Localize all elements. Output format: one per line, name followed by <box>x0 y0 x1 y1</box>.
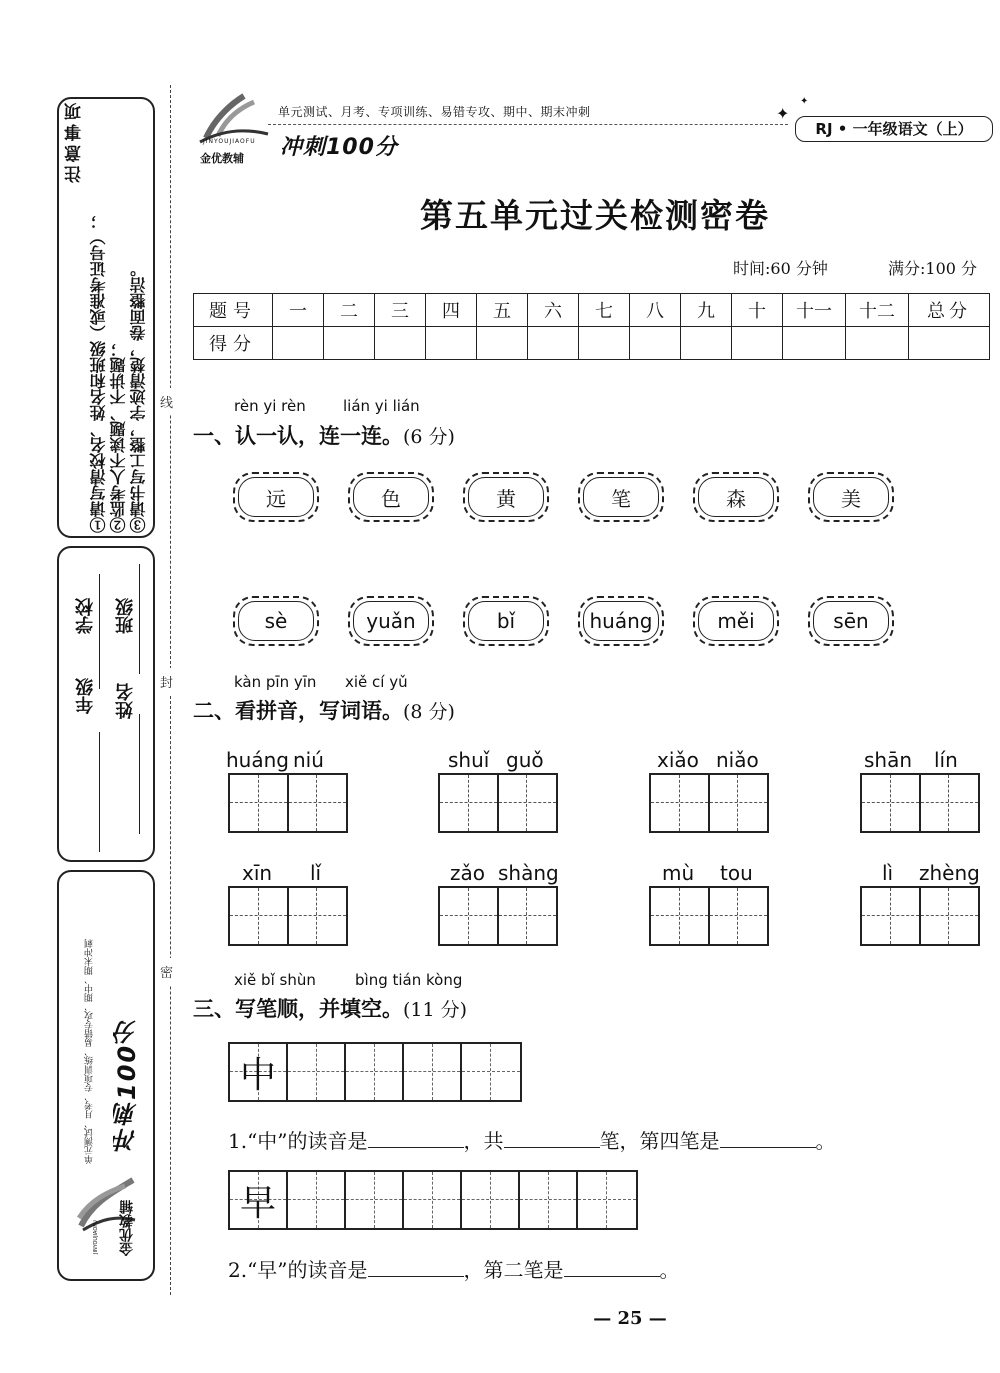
score-input-cell[interactable] <box>324 327 375 360</box>
table-cell: 十 <box>732 294 783 327</box>
answer-blank[interactable] <box>564 1258 660 1277</box>
writing-grid[interactable] <box>860 773 980 833</box>
pinyin-card[interactable]: bǐ <box>463 596 549 646</box>
char-card[interactable]: 笔 <box>578 472 664 522</box>
score-input-cell[interactable] <box>273 327 324 360</box>
score-input-cell[interactable] <box>630 327 681 360</box>
table-cell: 八 <box>630 294 681 327</box>
full-score: 满分:100 分 <box>888 259 978 278</box>
word-pinyin: guǒ <box>506 748 544 772</box>
table-cell: 十一 <box>783 294 846 327</box>
score-input-cell[interactable] <box>783 327 846 360</box>
class-field[interactable] <box>111 554 141 854</box>
section-1-pinyin: rèn yi rèn <box>234 397 306 415</box>
word-pinyin: shān <box>864 748 913 772</box>
answer-blank[interactable] <box>368 1129 464 1148</box>
table-cell: 二 <box>324 294 375 327</box>
table-cell: 四 <box>426 294 477 327</box>
sparkle-small-icon: ✦ <box>800 96 809 107</box>
score-input-cell[interactable] <box>846 327 909 360</box>
score-input-cell[interactable] <box>477 327 528 360</box>
score-table-score-row <box>194 327 990 360</box>
sidebar-logo-sub: JINYOUJIAOFU <box>93 1220 99 1254</box>
question-1: 1.“中”的读音是 ，共 笔，第四笔是 。 <box>228 1129 836 1153</box>
word-pinyin: lín <box>934 748 958 772</box>
word-pinyin: zhèng <box>919 861 980 885</box>
model-character: 早 <box>239 1182 276 1224</box>
section-3-pinyin: bìng tián kòng <box>355 971 463 989</box>
writing-grid[interactable] <box>228 886 348 946</box>
answer-blank[interactable] <box>368 1258 464 1277</box>
sidebar-brand: 冲刺100分 <box>113 1017 141 1152</box>
word-pinyin: niú <box>293 748 324 772</box>
cut-mark-seal: 封 <box>160 668 173 695</box>
name-label: 姓名 <box>115 683 136 719</box>
cut-mark-line: 线 <box>160 388 173 415</box>
cut-mark-secret: 密 <box>160 958 173 985</box>
table-cell: 得分 <box>194 327 273 360</box>
section-1-pinyin: lián yi lián <box>343 397 420 415</box>
logo-text: 金优教辅 <box>200 152 244 165</box>
section-3-pinyin: xiě bǐ shùn <box>234 971 316 989</box>
section-2-pinyin: xiě cí yǔ <box>345 673 408 691</box>
writing-grid[interactable] <box>649 773 769 833</box>
stroke-order-grid-zhong[interactable] <box>228 1042 522 1102</box>
answer-blank[interactable] <box>720 1129 816 1148</box>
table-cell: 十二 <box>846 294 909 327</box>
table-cell: 五 <box>477 294 528 327</box>
writing-grid[interactable] <box>860 886 980 946</box>
sparkle-icon: ✦ <box>776 104 790 123</box>
grade-badge: RJ • 一年级语文（上） <box>795 116 993 142</box>
section-2-pinyin: kàn pīn yīn <box>234 673 317 691</box>
page-number: — 25 — <box>593 1308 667 1329</box>
grade-label: 年级 <box>75 678 96 714</box>
notice-line-2: ②监考人不读题、不讲题； <box>109 341 128 533</box>
class-label: 班级 <box>115 598 136 634</box>
pinyin-card[interactable]: yuǎn <box>348 596 434 646</box>
sidebar-promo: 单元测试、月考、专项训练、易错专攻、期中、期末冲刺 <box>85 939 95 1164</box>
page-title: 第五单元过关检测密卷 <box>420 196 770 235</box>
header-divider <box>268 124 788 125</box>
word-pinyin: zǎo <box>450 861 485 885</box>
word-pinyin: niǎo <box>716 748 759 772</box>
stroke-order-grid-zao[interactable] <box>228 1170 638 1230</box>
student-info-box <box>57 546 155 862</box>
notice-line-3: ③请书写工整，字迹清楚，卷面整洁。 <box>129 261 148 533</box>
score-input-cell[interactable] <box>426 327 477 360</box>
section-1-title: 一、认一认，连一连。(6 分) <box>193 423 455 448</box>
word-pinyin: xīn <box>242 861 273 885</box>
model-character: 中 <box>239 1054 276 1096</box>
logo-subtitle: JINYOUJIAOFU <box>203 138 256 145</box>
book-logo-icon <box>196 92 270 144</box>
table-cell: 三 <box>375 294 426 327</box>
score-input-cell[interactable] <box>681 327 732 360</box>
table-cell: 题号 <box>194 294 273 327</box>
score-input-cell[interactable] <box>909 327 990 360</box>
header-tags: 单元测试、月考、专项训练、易错专攻、期中、期末冲刺 <box>278 105 591 119</box>
word-pinyin: huáng <box>226 748 289 772</box>
char-card[interactable]: 森 <box>693 472 779 522</box>
score-input-cell[interactable] <box>528 327 579 360</box>
score-table-header-row <box>194 294 990 327</box>
char-card[interactable]: 色 <box>348 472 434 522</box>
brand-box <box>57 870 155 1281</box>
writing-grid[interactable] <box>438 773 558 833</box>
answer-blank[interactable] <box>504 1129 600 1148</box>
exam-time: 时间:60 分钟 <box>733 259 828 278</box>
writing-grid[interactable] <box>649 886 769 946</box>
word-pinyin: lǐ <box>310 861 322 885</box>
score-input-cell[interactable] <box>375 327 426 360</box>
word-pinyin: shàng <box>498 861 559 885</box>
question-2: 2.“早”的读音是 ，第二笔是 。 <box>228 1258 680 1282</box>
char-card[interactable]: 黄 <box>463 472 549 522</box>
writing-grid[interactable] <box>228 773 348 833</box>
word-pinyin: lì <box>882 861 894 885</box>
word-pinyin: tou <box>720 861 753 885</box>
school-field[interactable] <box>71 554 101 854</box>
notice-label: 注意事项 <box>65 99 85 183</box>
pinyin-card[interactable]: měi <box>693 596 779 646</box>
notice-line-1: ①请写清校名、姓名和班级（或准考证号）； <box>89 213 108 533</box>
score-input-cell[interactable] <box>732 327 783 360</box>
sidebar-logo-text: 金优教辅 <box>119 1200 135 1256</box>
score-input-cell[interactable] <box>579 327 630 360</box>
school-label: 学校 <box>75 598 96 634</box>
table-cell: 六 <box>528 294 579 327</box>
notice-box <box>57 97 155 538</box>
char-card[interactable]: 美 <box>808 472 894 522</box>
pinyin-card[interactable]: huáng <box>578 596 664 646</box>
table-cell: 七 <box>579 294 630 327</box>
word-pinyin: xiǎo <box>657 748 699 772</box>
brand-title: 冲刺100分 <box>280 135 398 160</box>
score-table <box>193 293 990 360</box>
table-cell: 九 <box>681 294 732 327</box>
table-cell: 一 <box>273 294 324 327</box>
word-pinyin: shuǐ <box>448 748 490 772</box>
char-card[interactable]: 远 <box>233 472 319 522</box>
section-2-title: 二、看拼音，写词语。(8 分) <box>193 698 455 723</box>
table-cell: 总分 <box>909 294 990 327</box>
pinyin-card[interactable]: sè <box>233 596 319 646</box>
word-pinyin: mù <box>662 861 695 885</box>
pinyin-card[interactable]: sēn <box>808 596 894 646</box>
section-3-title: 三、写笔顺，并填空。(11 分) <box>193 996 468 1021</box>
writing-grid[interactable] <box>438 886 558 946</box>
